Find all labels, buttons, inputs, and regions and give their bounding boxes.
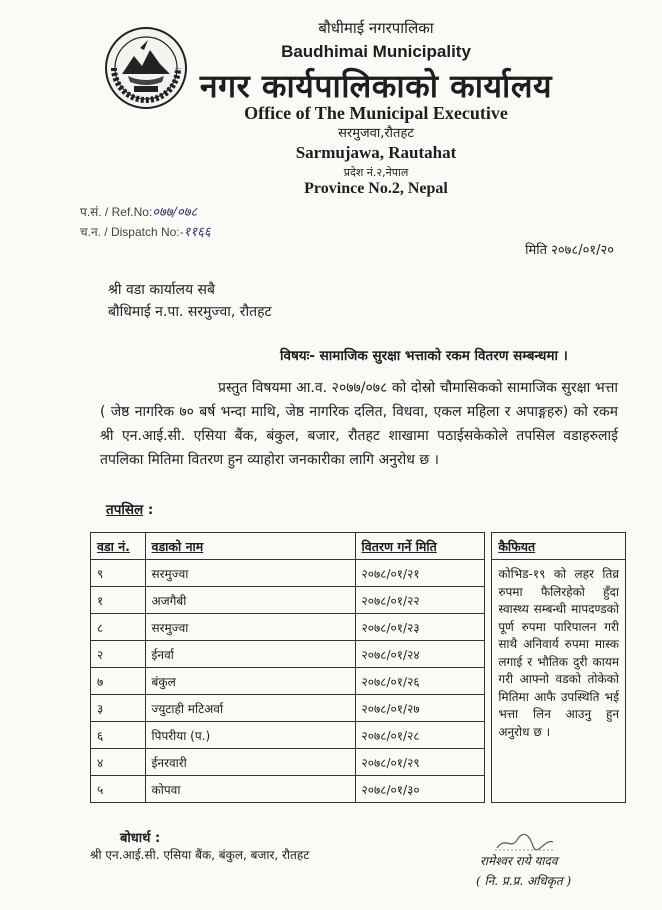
municipality-name-english: Baudhimai Municipality (281, 42, 471, 61)
bodharth-recipient: श्री एन.आई.सी. एसिया बैंक, बंकुल, बजार, रौतहट (90, 848, 310, 862)
office-name-english: Office of The Municipal Executive (244, 103, 508, 123)
dispatch-value: ११६६ (183, 225, 211, 240)
letter-date: मिति २०७८/०१/२० (525, 243, 614, 258)
ward-number: ९ (91, 560, 146, 587)
ward-name: बंकुल (145, 668, 355, 695)
column-header-date: वितरण गर्ने मिति (355, 533, 485, 560)
ward-number: २ (91, 641, 146, 668)
ward-number: ३ (91, 695, 146, 722)
dispatch-number (80, 222, 211, 240)
bodharth-label: बोधार्थ : (120, 831, 161, 846)
ward-name: ईनरवारी (145, 749, 355, 776)
signer-name: रामेश्वर राये यादव (480, 854, 558, 868)
ward-number: १ (91, 587, 146, 614)
ward-number: ७ (91, 668, 146, 695)
ref-label: प.सं. / Ref.No: (80, 205, 153, 219)
ref-number (80, 202, 197, 220)
ward-name: सरमुज्वा (145, 614, 355, 641)
dispatch-label: च.न. / Dispatch No:- (80, 225, 184, 239)
ward-number: ८ (91, 614, 146, 641)
distribution-date: २०७८/०१/२९ (355, 749, 485, 776)
signature-scrawl (495, 832, 555, 852)
column-header-ward-name: वडाको नाम (145, 533, 355, 560)
distribution-schedule-table (90, 532, 626, 803)
tapasil-heading: तपसिल : (106, 502, 154, 518)
distribution-date: २०७८/०१/२२ (355, 587, 485, 614)
ward-number: ६ (91, 722, 146, 749)
table-row (91, 560, 626, 587)
ward-name: अजगैबी (145, 587, 355, 614)
place-english: Sarmujawa, Rautahat (295, 143, 457, 162)
recipient-line-1: श्री वडा कार्यालय सबै (108, 282, 215, 298)
ward-name: ईनर्वा (145, 641, 355, 668)
distribution-date: २०७८/०१/२७ (355, 695, 485, 722)
municipality-name-nepali: बौधीमाई नगरपालिका (318, 19, 434, 37)
distribution-date: २०७८/०१/२३ (355, 614, 485, 641)
ward-number: ५ (91, 776, 146, 803)
place-nepali: सरमुजवा,रौतहट (338, 126, 414, 141)
subject-line: विषयः- सामाजिक सुरक्षा भत्ताको रकम वितरण सम्बन्धमा । (280, 348, 568, 364)
office-name-nepali: नगर कार्यपालिकाको कार्यालय (199, 67, 553, 105)
province-nepali: प्रदेश नं.२,नेपाल (343, 166, 409, 179)
table-header-row (91, 533, 626, 560)
distribution-date: २०७८/०१/२१ (355, 560, 485, 587)
remarks-cell: कोभिड-१९ को लहर तिव्र रुपमा फैलिरहेको हुँदा स्वास्थ्य सम्बन्धी मापदण्डको पूर्ण रुपमा पारिपालन गरी साथै अनिवार्य रुपमा मास्क लगाई र भौतिक दुरी कायम गरी आफ्नो वडको तोकेको मितिमा आफै उपस्थिति भई भत्ता लिन आउनु हुन अनुरोध छ । (492, 560, 626, 803)
recipient-line-2: बौधिमाई न.पा. सरमुज्वा, रौतहट (108, 304, 272, 320)
ward-number: ४ (91, 749, 146, 776)
province-english: Province No.2, Nepal (304, 180, 448, 197)
distribution-date: २०७८/०१/२८ (355, 722, 485, 749)
distribution-date: २०७८/०१/२४ (355, 641, 485, 668)
distribution-date: २०७८/०१/२६ (355, 668, 485, 695)
ward-name: कोपवा (145, 776, 355, 803)
column-header-remarks: कैफियत (492, 533, 626, 560)
signer-title: ( नि. प्र.प्र. अधिकृत ) (476, 874, 572, 888)
ref-value: ०७७/०७८ (152, 205, 198, 220)
body-text: प्रस्तुत विषयमा आ.व. २०७७/०७८ को दोस्रो चौमासिकको सामाजिक सुरक्षा भत्ता ( जेष्ठ नागरिक ७० बर्ष भन्दा माथि, जेष्ठ नागरिक दलित, विधवा, एकल महिला र अपाङ्गहरु) को रकम श्री एन.आई.सी. एसिया बैंक, बंकुल, बजार, रौतहट शाखामा पठाईसकेकोले तपसिल वडाहरुलाई तपलिका मितिमा वितरण हुन व्याहोरा जनकारीका लागि अनुरोध छ । (100, 380, 618, 468)
ward-name: ज्युटाही मटिअर्वा (145, 695, 355, 722)
ward-name: पिपरीया (प.) (145, 722, 355, 749)
column-header-ward-no: वडा नं. (91, 533, 146, 560)
body-paragraph (100, 376, 618, 472)
distribution-date: २०७८/०१/३० (355, 776, 485, 803)
ward-name: सरमुज्वा (145, 560, 355, 587)
